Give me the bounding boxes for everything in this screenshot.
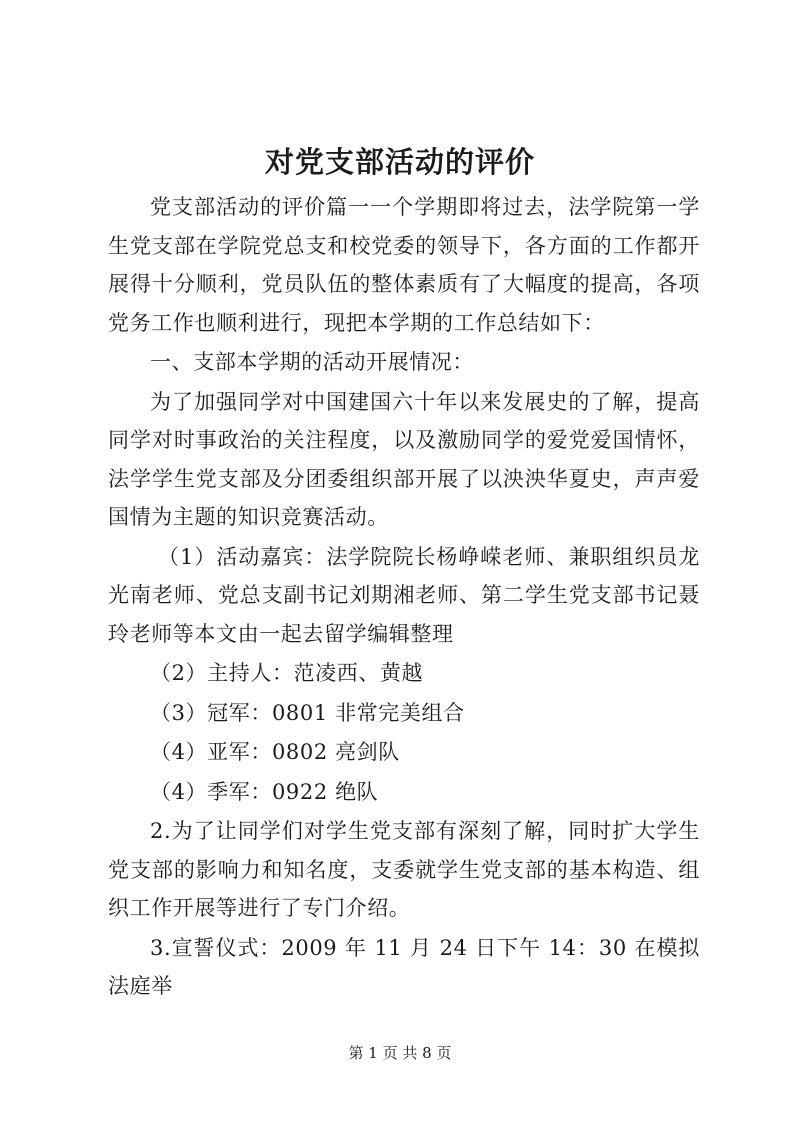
document-body	[108, 188, 700, 1007]
list-item-guests: （1）活动嘉宾：法学院院长杨峥嵘老师、兼职组织员龙光南老师、党总支副书记刘期湘老师、第二学生党支部书记聂玲老师等本文由一起去留学编辑整理	[108, 544, 700, 646]
document-title: 对党支部活动的评价	[264, 145, 535, 179]
list-item-runner-up: （4）亚军：0802 亮剑队	[150, 740, 400, 764]
paragraph-activity: 为了加强同学对中国建国六十年以来发展史的了解，提高同学对时事政治的关注程度，以及激励同学的爱党爱国情怀，法学学生党支部及分团委组织部开展了以泱泱华夏史，声声爱国情为主题的知识竞赛活动。	[108, 389, 700, 529]
list-item-hosts: （2）主持人：范凌西、黄越	[150, 661, 424, 685]
paragraph-oath-ceremony: 3.宣誓仪式：2009 年 11 月 24 日下午 14：30 在模拟法庭举	[108, 935, 700, 998]
page-number: 第 1 页 共 8 页	[348, 1044, 452, 1062]
section-heading: 一、支部本学期的活动开展情况：	[150, 350, 474, 374]
list-item-third-place: （4）季军：0922 绝队	[150, 779, 379, 804]
paragraph-intro: 党支部活动的评价篇一一个学期即将过去，法学院第一学生党支部在学院党总支和校党委的领导下，各方面的工作都开展得十分顺利，党员队伍的整体素质有了大幅度的提高，各项党务工作也顺利进行，现把本学期的工作总结如下：	[108, 195, 700, 335]
list-item-champion: （3）冠军：0801 非常完美组合	[150, 700, 465, 725]
paragraph-introduction-of-branch: 2.为了让同学们对学生党支部有深刻了解，同时扩大学生党支部的影响力和知名度，支委就学生党支部的基本构造、组织工作开展等进行了专门介绍。	[108, 819, 700, 920]
